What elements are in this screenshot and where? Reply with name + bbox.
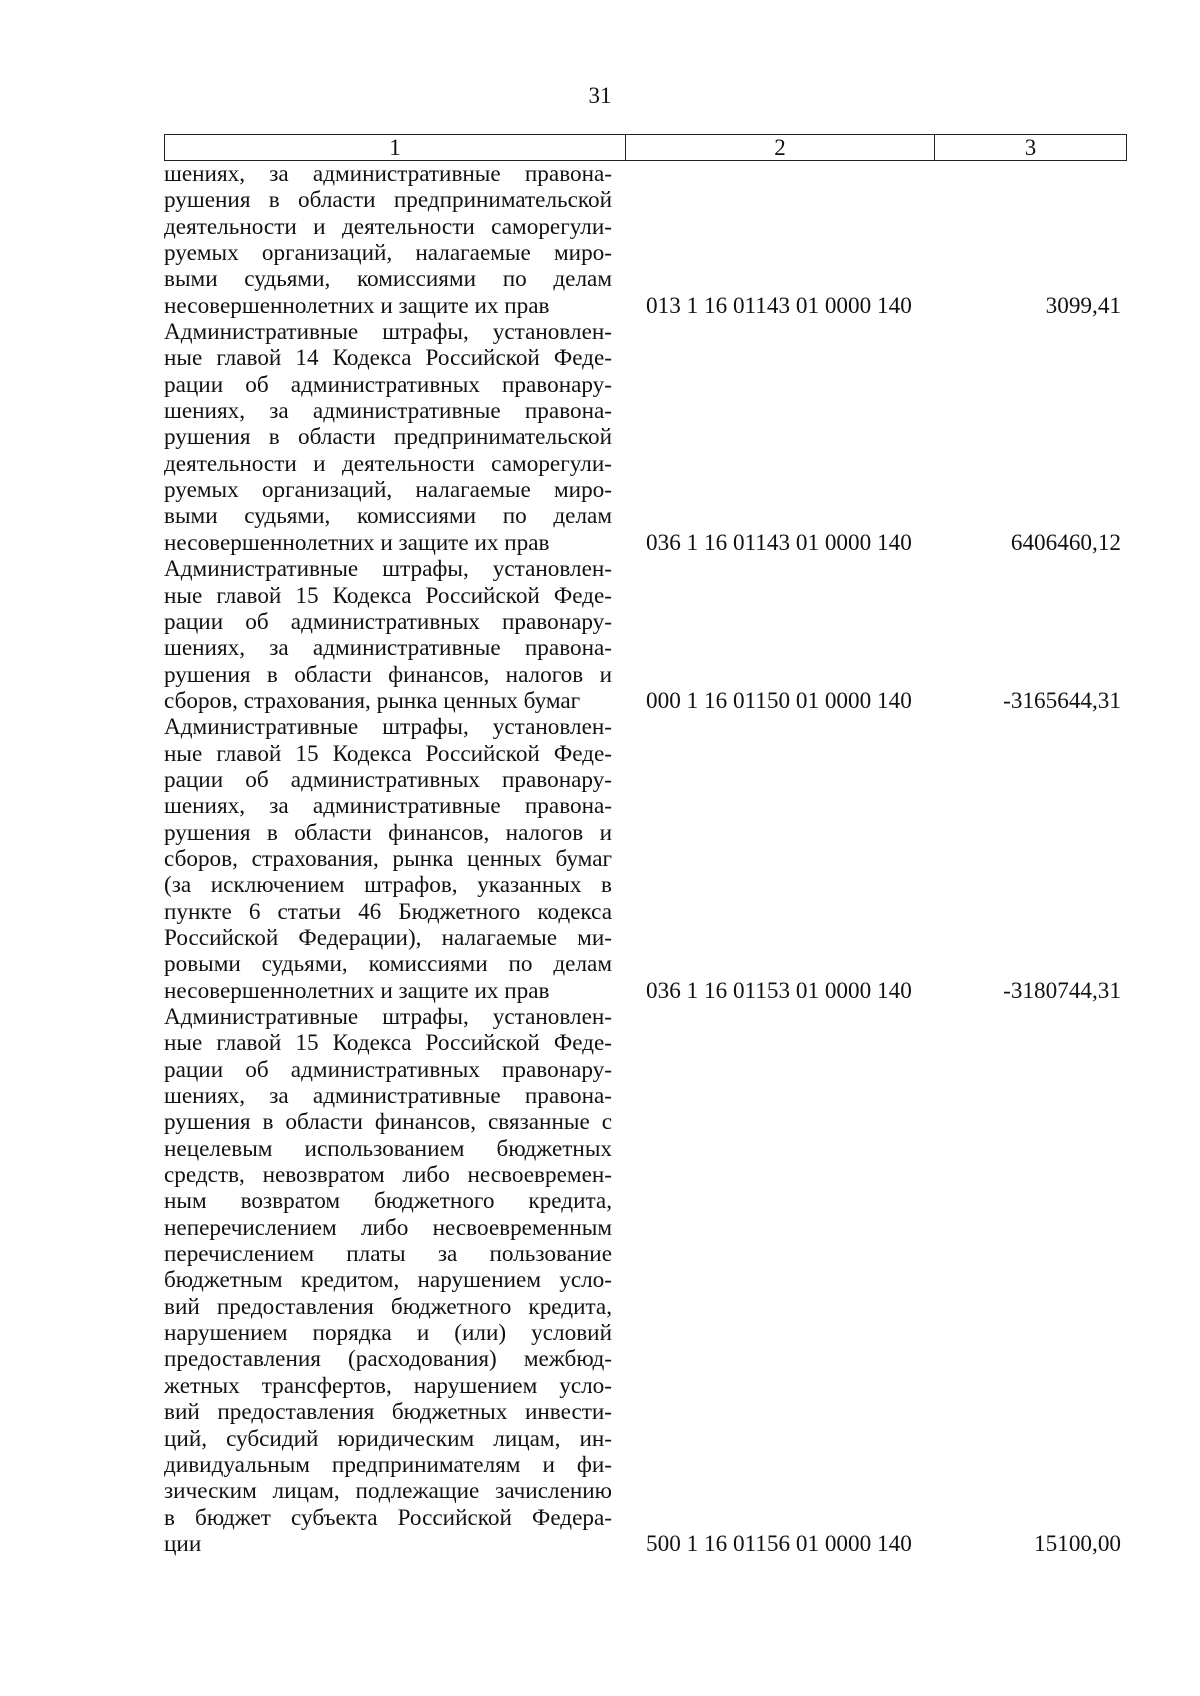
description-line: шениях, за административные правона- — [164, 161, 612, 187]
table-body — [164, 161, 1127, 1557]
description-line: жетных трансфертов, нарушением усло- — [164, 1372, 612, 1399]
description-line: рации об административных правонару- — [164, 371, 612, 398]
description-line: несовершеннолетних и защите их прав — [164, 292, 550, 319]
description-line: пункте 6 статьи 46 Бюджетного кодекса — [164, 898, 612, 925]
description-line: деятельности и деятельности саморегули- — [164, 213, 612, 240]
description-line: рушения в области предпринимательской — [164, 424, 612, 451]
description-line: нецелевым использованием бюджетных — [164, 1135, 612, 1162]
description-line: рации об административных правонару- — [164, 1056, 612, 1083]
description-line: вий предоставления бюджетного кредита, — [164, 1293, 612, 1320]
description-line: ные главой 15 Кодекса Российской Феде- — [164, 582, 612, 609]
description-line: (за исключением штрафов, указанных в — [164, 872, 612, 899]
description-line: рушения в области финансов, связанные с — [164, 1109, 612, 1136]
description-line: рации об административных правонару- — [164, 766, 612, 793]
description-line: шениях, за административные правона- — [164, 398, 612, 425]
table-row — [164, 1004, 1127, 1557]
description-cell — [164, 556, 612, 714]
description-line: несовершеннолетних и защите их прав — [164, 977, 550, 1004]
description-line: выми судьями, комиссиями по делам — [164, 266, 612, 293]
description-cell — [164, 714, 612, 1004]
description-line: Административные штрафы, установлен- — [164, 319, 612, 346]
column-header-3: 3 — [1024, 135, 1037, 160]
table-header-row — [164, 134, 1127, 161]
description-line: неперечислением либо несвоевременным — [164, 1214, 612, 1241]
description-line: в бюджет субъекта Российской Федера- — [164, 1504, 612, 1531]
amount-cell: 3099,41 — [1045, 292, 1121, 319]
description-line: ровыми судьями, комиссиями по делам — [164, 951, 612, 978]
description-line: Российской Федерации), налагаемые ми- — [164, 924, 612, 951]
description-cell — [164, 161, 612, 319]
description-line: несовершеннолетних и защите их прав — [164, 529, 550, 556]
description-line: ным возвратом бюджетного кредита, — [164, 1188, 612, 1215]
amount-cell: -3180744,31 — [1003, 977, 1121, 1004]
description-line: руемых организаций, налагаемые миро- — [164, 240, 612, 267]
table-row — [164, 714, 1127, 1004]
table-row — [164, 319, 1127, 556]
description-line: шениях, за административные правона- — [164, 1083, 612, 1110]
description-line: вий предоставления бюджетных инвести- — [164, 1399, 612, 1426]
description-line: предоставления (расходования) межбюд- — [164, 1346, 612, 1373]
budget-code-cell: 036 1 16 01153 01 0000 140 — [646, 977, 912, 1004]
description-line: ции — [164, 1530, 202, 1557]
description-line: бюджетным кредитом, нарушением усло- — [164, 1267, 612, 1294]
description-line: перечислением платы за пользование — [164, 1241, 612, 1268]
table-row — [164, 556, 1127, 714]
table-row — [164, 161, 1127, 319]
description-line: средств, невозвратом либо несвоевремен- — [164, 1162, 612, 1189]
description-cell — [164, 1004, 612, 1557]
amount-cell: 6406460,12 — [1010, 529, 1121, 556]
amount-cell: 15100,00 — [1034, 1530, 1121, 1557]
description-line: деятельности и деятельности саморегули- — [164, 450, 612, 477]
description-line: зическим лицам, подлежащие зачислению — [164, 1478, 612, 1505]
description-line: рушения в области финансов, налогов и — [164, 661, 612, 688]
description-line: рушения в области финансов, налогов и — [164, 819, 612, 846]
budget-code-cell: 000 1 16 01150 01 0000 140 — [646, 687, 912, 714]
description-line: ные главой 14 Кодекса Российской Феде- — [164, 345, 612, 372]
description-line: рации об административных правонару- — [164, 608, 612, 635]
description-line: Административные штрафы, установлен- — [164, 714, 612, 741]
budget-code-cell: 013 1 16 01143 01 0000 140 — [646, 292, 912, 319]
description-line: сборов, страхования, рынка ценных бумаг — [164, 845, 612, 872]
description-cell — [164, 319, 612, 556]
column-header-2: 2 — [626, 135, 935, 160]
page-number: 31 — [588, 83, 612, 108]
description-line: нарушением порядка и (или) условий — [164, 1320, 612, 1347]
description-line: шениях, за административные правона- — [164, 635, 612, 662]
amount-cell: -3165644,31 — [1003, 687, 1121, 714]
description-line: Административные штрафы, установлен- — [164, 556, 612, 583]
description-line: ные главой 15 Кодекса Российской Феде- — [164, 1030, 612, 1057]
description-line: дивидуальным предпринимателям и фи- — [164, 1451, 612, 1478]
description-line: руемых организаций, налагаемые миро- — [164, 477, 612, 504]
description-line: ций, субсидий юридическим лицам, ин- — [164, 1425, 612, 1452]
description-line: Административные штрафы, установлен- — [164, 1004, 612, 1030]
description-line: шениях, за административные правона- — [164, 793, 612, 820]
description-line: выми судьями, комиссиями по делам — [164, 503, 612, 530]
description-line: сборов, страхования, рынка ценных бумаг — [164, 687, 581, 714]
budget-code-cell: 500 1 16 01156 01 0000 140 — [646, 1530, 912, 1557]
column-header-1: 1 — [165, 135, 626, 160]
budget-code-cell: 036 1 16 01143 01 0000 140 — [646, 529, 912, 556]
description-line: рушения в области предпринимательской — [164, 187, 612, 214]
description-line: ные главой 15 Кодекса Российской Феде- — [164, 740, 612, 767]
